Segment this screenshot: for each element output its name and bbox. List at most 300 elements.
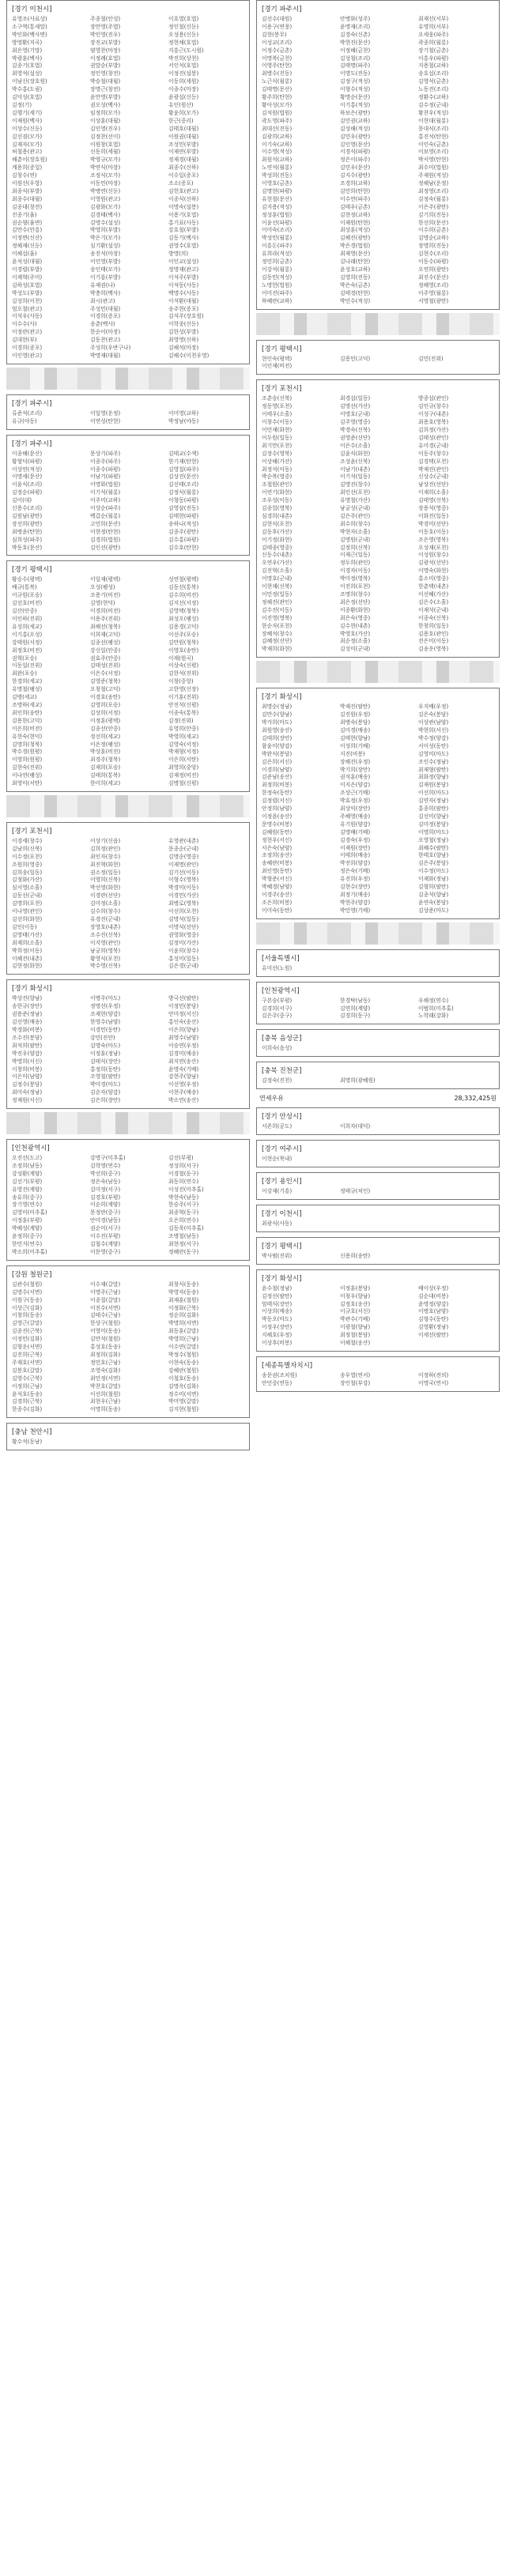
region-heading: [세종특별자치시] <box>262 1361 313 1370</box>
donor-name <box>418 1077 494 1084</box>
donor-name: 최영희(중앙) <box>168 764 199 771</box>
donor-name: 최경섭(일동) <box>340 395 371 402</box>
donor-name <box>418 1188 494 1195</box>
donor-name: 김민우(문산) <box>340 164 371 172</box>
donor-name: 김태수(근남) <box>90 1312 121 1319</box>
donor-name: 염영찬(마장) <box>90 47 121 54</box>
donor-name: 이강재(기흥) <box>262 1187 293 1194</box>
donor-name: 윤명숙(기배) <box>168 1065 199 1073</box>
donor-name: 임정희(모가) <box>90 109 121 116</box>
donor-name: 박동오(마도) <box>262 1316 293 1323</box>
donor-name: 정명재(관고) <box>168 266 199 273</box>
donor-name-list <box>262 356 494 371</box>
donor-name: 박민영(기배) <box>340 907 371 914</box>
donor-name: 황형덕(파평) <box>12 458 43 465</box>
donor-name: 이은희(서탄) <box>168 756 199 764</box>
donor-name: 정두희(관인) <box>340 560 371 567</box>
donor-name: 김경택(포천) <box>418 458 449 465</box>
donor-name: 김태명(문산) <box>262 86 293 93</box>
donor-name: 이기숙(교하) <box>262 141 293 148</box>
donor-name: 이상희(매송) <box>262 1308 293 1315</box>
donor-name: 이나연(팽성) <box>12 772 43 779</box>
donor-name: 이수일(증포) <box>168 172 199 179</box>
donor-name: 정성훈(법원) <box>262 211 293 218</box>
donor-name: 김동후(가산) <box>262 528 293 535</box>
donor-name: 최진혁(화현) <box>90 861 121 868</box>
donor-name: 이형수(영북) <box>168 877 199 884</box>
donor-name: 백갑순(월롱) <box>90 512 121 519</box>
donor-name: 이규원(포승) <box>12 592 43 599</box>
donor-name: 이문영(중구) <box>90 1248 121 1255</box>
donor-name: 박병연(신둔) <box>90 187 121 194</box>
donor-name: 김명수(서면) <box>12 1288 43 1296</box>
donor-name: 김덕성(호법) <box>12 94 43 101</box>
donor-name: 이경희(증포) <box>12 345 43 352</box>
donor-name: 박연식(마장) <box>90 164 121 172</box>
donor-name: 최종혁(동구) <box>168 1209 199 1216</box>
donor-name: 김종업(영북) <box>262 505 293 512</box>
donor-name: 황아성(모가) <box>262 101 293 108</box>
donor-name: 이동희(세원) <box>168 78 199 85</box>
donor-name: 한선희(문산) <box>418 219 449 226</box>
donor-name-list <box>262 1253 494 1260</box>
donor-name-list <box>12 1155 244 1256</box>
donor-name: 김인(이동) <box>12 923 37 930</box>
donor-name: 한정숙(동탄) <box>262 790 293 797</box>
donor-name: 김인영(진우) <box>90 125 121 132</box>
donor-name: 이수연(파주) <box>340 195 371 202</box>
donor-name: 조영철(팔탄) <box>90 1073 121 1081</box>
donor-name: 이경철(동구) <box>168 1170 199 1177</box>
donor-name: 김성미(군내) <box>340 646 371 653</box>
donor-name: 최용호(영북) <box>418 419 449 426</box>
donor-name: 이연기(화현) <box>262 489 293 496</box>
donor-name: 최인자(창수) <box>90 853 121 860</box>
donor-name: 최종수(대월) <box>12 195 43 202</box>
donor-name: 김동민(적성) <box>262 273 293 281</box>
donor-name: 윤만영(부발) <box>90 94 121 101</box>
donor-name: 김종기(호법) <box>12 62 43 70</box>
donor-name: 이영주(탄현) <box>262 62 293 70</box>
donor-name: 김재원(봉담) <box>418 782 449 789</box>
donor-name: 이상숙(신평) <box>168 662 199 669</box>
donor-name: 이은수(소흘) <box>340 442 371 449</box>
donor-name: 이원구(동송) <box>12 1296 43 1303</box>
donor-name: 이재원(백사) <box>12 117 43 124</box>
donor-name: 노명헌(법원) <box>262 281 293 289</box>
donor-name: 주성민(대월) <box>90 305 121 312</box>
donor-name: 이병주(마도) <box>90 995 121 1002</box>
donor-name: 김경희(법원) <box>90 536 121 543</box>
donor-name: 장기영(연수) <box>12 1201 43 1209</box>
donor-name: 유진희(우정) <box>340 876 371 883</box>
donor-name: 최정희(비봉) <box>262 782 293 789</box>
donor-name: 이종식(신하) <box>168 195 199 202</box>
donor-name: 김명숙(마도) <box>90 1042 121 1049</box>
donor-name: 이영호(금촌) <box>262 180 293 187</box>
donor-name: 김수희(비전) <box>168 592 199 599</box>
donor-name: 최정영(조리) <box>418 187 449 194</box>
donor-name: 이재석(군내) <box>418 606 449 613</box>
donor-name: 지진(비봉) <box>340 750 365 757</box>
donor-name: 심서영(소흘) <box>12 884 43 892</box>
donor-name: 박은숙(금촌) <box>340 281 371 289</box>
donor-name: 김정식(월롱) <box>168 489 199 496</box>
donor-name: 김성희(이천) <box>12 297 43 304</box>
donor-name: 노학래(강화) <box>418 1013 449 1020</box>
donor-name: 김명원(군내) <box>340 536 371 543</box>
donor-name: 이명세(문산) <box>12 473 43 481</box>
donor-name: 이석주(부발) <box>168 273 199 281</box>
donor-name: 김현식(포천) <box>262 520 293 527</box>
donor-name: 이창수(이동) <box>262 419 293 426</box>
donor-name: 김병(세교) <box>12 694 37 701</box>
donor-name: 김지선(서정) <box>168 600 199 607</box>
donor-name: 이선주(포승) <box>168 631 199 638</box>
donor-name-list <box>262 1188 494 1195</box>
donor-name: 이정해(금천) <box>340 47 371 54</box>
donor-name: 김영태(가산) <box>12 931 43 938</box>
donor-name <box>418 1123 494 1130</box>
donor-name: 이기룡(부발) <box>90 273 121 281</box>
donor-name: 최병로(영북) <box>168 900 199 907</box>
decorative-stripe <box>256 661 500 683</box>
donor-name: 최정희(김화) <box>90 1351 121 1358</box>
donor-name: 우지배(우정) <box>418 703 449 711</box>
donor-name: 권혁(포승) <box>12 654 37 662</box>
donor-name: 이제(원곡) <box>168 654 194 662</box>
donor-name: 이상연(적성) <box>12 466 43 473</box>
donor-name: 유명철(팽성) <box>12 686 43 693</box>
donor-name: 김정(진위) <box>168 717 194 724</box>
donor-name <box>418 1045 494 1052</box>
donor-name: 강신일(안중) <box>90 647 121 654</box>
donor-name: 장해진(우정) <box>340 758 371 765</box>
donor-name: 김상준(마도) <box>418 907 449 914</box>
region-heading: [경기 화성시] <box>262 693 302 702</box>
region-box-세종특별자치시 <box>256 1356 500 1392</box>
donor-name: 김나래(탄현) <box>340 258 371 266</box>
donor-name-list <box>262 1220 494 1228</box>
donor-name: 김동선(군내) <box>12 892 43 900</box>
donor-name: 최명희(광혜원) <box>340 1077 376 1084</box>
donor-name: 장만영(주엽) <box>90 23 121 30</box>
donor-name: 이상수(신둔) <box>12 125 43 132</box>
donor-name: 김정수(봉담) <box>12 1081 43 1088</box>
donor-name: 진종기(율) <box>12 211 37 218</box>
donor-name: 윤수철(정남) <box>262 1284 293 1292</box>
donor-name: 이해철(송산) <box>340 1340 371 1347</box>
right-column <box>256 0 500 1397</box>
donor-name: 노연석(월롱) <box>262 164 293 172</box>
donor-name: 이창희(비봉) <box>12 1065 43 1073</box>
donor-name: 이창희(동송) <box>12 1312 43 1319</box>
donor-name: 이명숙(화현) <box>418 568 449 575</box>
donor-name: 김영미(미추홀) <box>12 1209 47 1216</box>
donor-name: 이인하(진위) <box>12 616 43 622</box>
donor-name: 이현주(매송) <box>168 1089 199 1096</box>
donor-name: 김이(대) <box>12 497 32 504</box>
donor-name: 김정선(팔탄) <box>262 1292 293 1299</box>
donor-name: 김광화(모가) <box>90 203 121 210</box>
donor-name: 박승철(대월) <box>90 78 121 85</box>
donor-name: 김희정(가산) <box>418 426 449 433</box>
donor-name: 김수현(내촌) <box>340 622 371 629</box>
donor-name: 정해진(관인) <box>262 598 293 605</box>
donor-name: 최정호(비전) <box>12 647 43 654</box>
donor-name: 오은희(연수) <box>168 1217 199 1224</box>
donor-name: 김선희(화현) <box>12 916 43 922</box>
donor-name: 최재훈(철원) <box>168 1296 199 1303</box>
donor-name: 김경미(매송) <box>168 1050 199 1057</box>
donor-name: 이명호(군내) <box>262 575 293 583</box>
donor-name: 이경세(창수) <box>12 837 43 844</box>
donor-name: 최영영(신하) <box>168 337 199 344</box>
donor-name: 하보은(광탄) <box>340 109 371 116</box>
donor-name: 최창식(동송) <box>168 1280 199 1288</box>
donor-name: 김민권(교하) <box>340 117 371 124</box>
donor-name: 이재화(정남) <box>418 876 449 883</box>
donor-name: 김용호(관인) <box>418 630 449 637</box>
donor-name: 이윤희(창수) <box>168 947 199 954</box>
donor-name: 김은숙(봉담) <box>418 711 449 718</box>
region-heading: [경기 파주시] <box>262 6 302 13</box>
donor-name: 이강석(월롱) <box>262 266 293 273</box>
region-heading: [충북 음성군] <box>262 1035 302 1043</box>
donor-name: 성연철(평택) <box>168 576 199 583</box>
region-box-경기-파주시 <box>256 0 500 310</box>
donor-name: 김경태(백사) <box>90 211 121 218</box>
donor-name: 조수진(신북) <box>90 931 121 938</box>
donor-name: 강태원(서정) <box>12 639 43 646</box>
donor-name: 장진교(부발) <box>90 39 121 46</box>
donor-name: 김용한(고덕) <box>12 717 43 724</box>
donor-name: 박재희(화현) <box>262 646 293 653</box>
donor-name: 조명희(창수) <box>340 591 371 598</box>
donor-name: 송문권(조치원) <box>262 1371 297 1379</box>
donor-name: 박은경(법원) <box>340 243 371 250</box>
donor-name <box>90 1439 166 1446</box>
donor-name: 김관수(철원) <box>12 1280 43 1288</box>
donor-name: 이정란(관고) <box>12 329 43 336</box>
donor-name: 권용준(정남) <box>12 1011 43 1018</box>
donor-name: 안민중(연동) <box>262 1379 293 1386</box>
donor-name: 오성용(신둔) <box>168 31 199 38</box>
donor-name: 박수영(신북) <box>90 963 121 970</box>
donor-name: 이명도(진동) <box>340 70 371 77</box>
donor-name: 박관수(기배) <box>340 1316 371 1323</box>
donor-name: 정혜영(조리) <box>418 281 449 289</box>
donor-name: 유영진(계양) <box>12 1186 43 1193</box>
donor-name: 최완(포승) <box>12 670 37 677</box>
decorative-stripe <box>6 368 250 390</box>
donor-name: 김용경(고덕) <box>168 623 199 630</box>
donor-name: 최병윤(탄현) <box>12 528 43 535</box>
donor-name: 박미정(영북) <box>340 575 371 583</box>
donor-name: 이명숙(설봉) <box>168 203 199 210</box>
donor-name: 김미정(서구) <box>90 1186 121 1193</box>
donor-name: 이진영(영북) <box>262 614 293 621</box>
donor-name: 박경미(이동) <box>168 884 199 892</box>
donor-name: 최정기(매송) <box>340 892 371 898</box>
donor-name: 이재원(탄현) <box>340 219 371 226</box>
donor-name: 박선영(화현) <box>90 884 121 892</box>
donor-name: 이기훈(진위) <box>168 694 199 701</box>
donor-name: 김영근(갈말) <box>12 1320 43 1327</box>
donor-name: 조상근(기배) <box>340 790 371 797</box>
donor-name: 김은수(소흘) <box>418 598 449 605</box>
donor-name: 최영수(남양) <box>168 1034 199 1041</box>
donor-name: 김준남(송산) <box>262 774 293 781</box>
region-heading: [인천광역시] <box>262 986 300 995</box>
donor-name: 정환수(교하) <box>418 94 449 101</box>
donor-name: 안정희(남양) <box>262 805 293 813</box>
donor-name: 유경진(군내) <box>90 916 121 922</box>
donor-name: 최상익(장안) <box>340 805 371 813</box>
donor-name: 권석훈(매송) <box>340 774 371 781</box>
donor-name: 유기원(양감) <box>340 820 371 828</box>
donor-name: 이선희(철원) <box>90 1390 121 1397</box>
donor-name: 이인영(관고) <box>12 352 43 359</box>
donor-name: 박수경(원평) <box>12 749 43 756</box>
donor-name-list <box>262 1372 494 1387</box>
donor-name: 김희송(일동) <box>12 869 43 876</box>
donor-name: 이선영(우정) <box>168 1081 199 1088</box>
donor-name: 박기희(장안) <box>340 766 371 773</box>
donor-name: 강성환(계양) <box>12 1170 43 1177</box>
donor-name: 이은정(팽성) <box>90 741 121 748</box>
donor-name: 김명순(교하) <box>418 235 449 242</box>
donor-name: 이정하(전의) <box>418 1371 449 1379</box>
donor-name: 문상기(파주) <box>90 450 121 457</box>
donor-name: 이명주(근남) <box>90 1288 121 1296</box>
donor-name <box>418 363 494 370</box>
donor-name: 김정구(적성) <box>340 78 371 85</box>
left-column <box>6 0 250 1455</box>
donor-name: 김종선(안중) <box>90 725 121 732</box>
donor-name: 이경민(가산) <box>168 892 199 900</box>
donor-name: 박해성(계양) <box>12 1225 43 1232</box>
donor-name: 박혜경(남양) <box>262 884 293 891</box>
donor-name: 김정렬(서신) <box>262 798 293 805</box>
donor-name: 이경란(선단) <box>90 892 121 900</box>
donor-name: 이세선(팔탄) <box>418 1332 449 1339</box>
donor-name: 이일재(평택) <box>90 576 121 583</box>
donor-name: 김한석(진위) <box>168 670 199 677</box>
donor-name: 김경호(부평) <box>90 1194 121 1201</box>
donor-name: 이기홍(적성) <box>340 101 371 108</box>
donor-name: 이영희(원평) <box>12 756 43 764</box>
donor-name: 김헌호(관고) <box>168 187 199 194</box>
donor-name: 박민수(적성) <box>340 297 371 304</box>
donor-name: 이남기(내촌) <box>340 466 371 473</box>
donor-name: 박현숙(남동) <box>168 1194 199 1201</box>
region-box-경기-평택시 <box>6 560 250 791</box>
donor-name: 조은희(비봉) <box>262 899 293 906</box>
donor-name: 김태식(장안) <box>90 1058 121 1065</box>
donor-name: 최영미(서탄) <box>12 780 43 787</box>
donor-name: 최재선(서부) <box>418 16 449 22</box>
donor-name: 강혜란(철원) <box>168 1367 199 1374</box>
donor-name: 조성윤(신북) <box>340 458 371 465</box>
donor-name: 홍정희(동탄) <box>90 1065 121 1073</box>
region-box-경기-화성시 <box>256 1269 500 1352</box>
donor-name: 조정식(모가) <box>90 172 121 179</box>
donor-name: 최기만(포천) <box>262 442 293 449</box>
donor-name: 박현주(양감) <box>340 899 371 906</box>
donor-name: 유인(원산) <box>168 101 194 108</box>
donor-name: 유영관(내촌) <box>168 837 199 844</box>
donor-name: 김명옥(김화) <box>168 1382 199 1390</box>
donor-name: 김광희(교하) <box>262 133 293 140</box>
donor-name: 권소정(일동) <box>90 869 121 876</box>
donor-name: 김태우(금촌) <box>340 203 371 210</box>
donor-name: 신상수(군내) <box>418 473 449 481</box>
donor-name: 이주영(월롱) <box>418 289 449 296</box>
donor-name: 이경호(송탄) <box>90 694 121 701</box>
donor-name: 김기선(이동) <box>168 869 199 876</box>
donor-name: 현인숙(평택) <box>262 355 293 362</box>
donor-name: 김영희(진동) <box>340 273 371 281</box>
donor-name: 박현희(서신) <box>418 726 449 734</box>
donor-name: 신용희(송탄) <box>340 1252 371 1259</box>
donor-name: 최수희(창수) <box>340 520 371 527</box>
donor-name: 이창우(향남) <box>340 1292 371 1299</box>
donor-name: 이기홍(오성) <box>12 631 43 638</box>
donor-name: 박은기(모가) <box>90 235 121 242</box>
donor-name: 박정수(철원) <box>168 1351 199 1358</box>
donor-name: 최은정(선단) <box>340 598 371 605</box>
donor-name: 윤정희(중구) <box>12 1233 43 1240</box>
donor-name: 김명희(포천) <box>12 900 43 907</box>
donor-name: 이병호(남양) <box>418 1308 449 1315</box>
donor-name: 김정호(송산) <box>340 1300 371 1307</box>
donor-name: 정성희(서구) <box>168 1162 199 1169</box>
donor-name: 송주현(증포) <box>168 305 199 312</box>
donor-name: 최혜수(팔탄) <box>418 844 449 851</box>
donor-name: 박명희(서면) <box>168 1320 199 1327</box>
donor-name: 고민희(문산) <box>90 520 121 527</box>
donor-name: 이태희(매송) <box>340 852 371 859</box>
donor-name: 한승주(서구) <box>168 1201 199 1209</box>
donor-name: 황주희(탄현) <box>262 94 293 101</box>
donor-name <box>168 1439 244 1446</box>
donor-name: 조재현(양감) <box>90 1011 121 1018</box>
donor-name: 이동수(파평) <box>418 258 449 266</box>
donor-name: 정수미(서면) <box>168 1390 199 1397</box>
donor-name: 한근(중리) <box>168 117 194 124</box>
donor-name: 유명철(가산) <box>340 497 371 504</box>
donor-name: 김영준(청북) <box>90 678 121 685</box>
donor-name: 이은주(광탄) <box>418 203 449 210</box>
donor-name: 최석희(팔탄) <box>12 1042 43 1049</box>
donor-name: 주재원(적성) <box>418 172 449 179</box>
region-box-경기-평택시 <box>256 340 500 375</box>
donor-name: 이남기(파평) <box>90 473 121 481</box>
donor-name <box>418 1220 494 1228</box>
donor-name: 박수홍(도림) <box>12 86 43 93</box>
donor-name: 김종주(광탄) <box>168 528 199 535</box>
donor-name: 류준석(조리) <box>12 409 43 417</box>
donor-name: 이성원(창수) <box>418 552 449 559</box>
donor-name <box>340 363 416 370</box>
region-heading: [경기 이천시] <box>12 6 52 13</box>
donor-name: 함윤미(양감) <box>262 742 293 749</box>
donor-name: 이재근(일동) <box>340 552 371 559</box>
donor-name: 김연희(계양) <box>340 1005 371 1012</box>
donor-name: 정은숙(기배) <box>340 868 371 875</box>
donor-name: 김은경(군내) <box>168 963 199 970</box>
